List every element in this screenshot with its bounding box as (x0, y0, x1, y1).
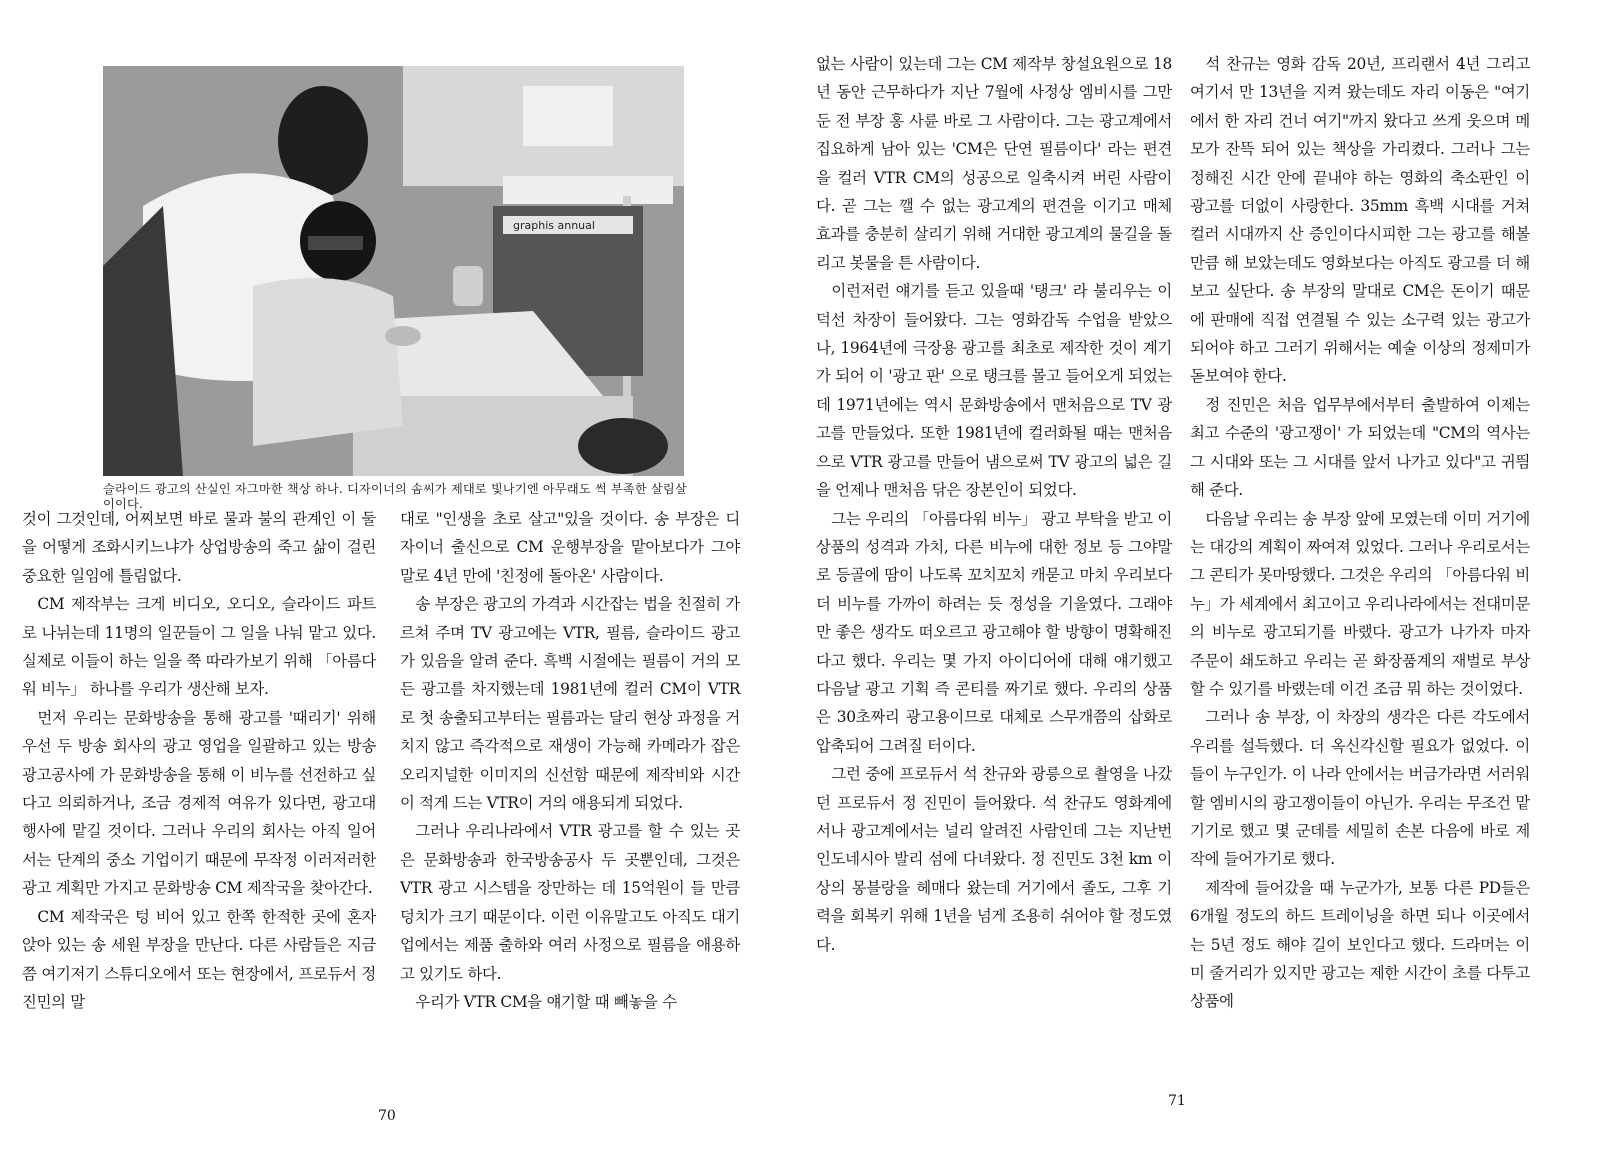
paragraph: CM 제작부는 크게 비디오, 오디오, 슬라이드 파트로 나뉘는데 11명의 일꾼들이 그 일을 나눠 맡고 있다. 실제로 이들이 하는 일을 쭉 따라가보기 위해 「아름다워 비누」 하나를 우리가 생산해 보자. (22, 595, 376, 699)
photo-illustration (103, 66, 684, 476)
paragraph: 그런 중에 프로듀서 석 찬규와 광릉으로 촬영을 나갔던 프로듀서 정 진민이 들어왔다. 석 찬규도 영화계에서나 광고계에서는 널리 알려진 사람인데 그는 지난번 인도네시아 발리 섬에 다녀왔다. 정 진민도 3천 km 이상의 몽블랑을 헤매다 왔는데 거기에서 졸도, 그후 기력을 회복키 위해 1년을 넘게 조용히 쉬어야 할 정도였다. (816, 765, 1172, 954)
photo-caption: 슬라이드 광고의 산실인 자그마한 책상 하나. 디자이너의 솜씨가 제대로 빛나기엔 아무래도 썩 부족한 살림살이이다. (103, 482, 687, 511)
photo-sign-text: graphis annual (513, 219, 595, 232)
paragraph: 것이 그것인데, 어찌보면 바로 물과 불의 관계인 이 둘을 어떻게 조화시키느냐가 상업방송의 죽고 삶이 걸린 중요한 일임에 틀림없다. (22, 510, 376, 585)
page-number: 71 (1168, 1093, 1186, 1109)
paragraph: 이런저런 얘기를 듣고 있을때 '탱크' 라 불리우는 이 덕선 차장이 들어왔다. 그는 영화감독 수업을 받았으나, 1964년에 극장용 광고를 최초로 제작한 것이 계기가 되어 이 '광고 판' 으로 탱크를 몰고 들어오게 되었는데 1971년에는 역시 문화방송에서 맨처음으로 TV 광고를 만들었다. 또한 1981년에 컬러화될 때는 맨처음으로 VTR 광고를 만들어 냄으로써 TV 광고의 넓은 길을 언제나 맨처음 닦은 장본인이 되었다. (816, 282, 1172, 500)
paragraph: 그는 우리의 「아름다워 비누」 광고 부탁을 받고 이 상품의 성격과 가치, 다른 비누에 대한 정보 등 그야말로 등골에 땀이 나도록 꼬치꼬치 캐묻고 마치 우리보다 더 비누를 가까이 하려는 듯 정성을 기울였다. 그래야만 좋은 생각도 떠오르고 광고해야 할 방향이 명확해진다고 했다. 우리는 몇 가지 아이디어에 대해 얘기했고 다음날 광고 기획 즉 콘티를 짜기로 했다. 우리의 상품은 30초짜리 광고용이므로 대체로 스무개쯤의 삽화로 압축되어 그려질 터이다. (816, 509, 1172, 755)
paragraph: CM 제작국은 텅 비어 있고 한쪽 한적한 곳에 혼자 앉아 있는 송 세원 부장을 만난다. 다른 사람들은 지금쯤 여기저기 스튜디오에서 또는 현장에서, 프로듀서 정 진민의 말 (22, 907, 376, 1011)
left-column-2 (400, 505, 740, 1016)
left-column-1 (22, 505, 376, 1016)
paragraph: 석 찬규는 영화 감독 20년, 프리랜서 4년 그리고 여기서 만 13년을 지켜 왔는데도 자리 이동은 "여기에서 한 자리 건너 여기"까지 왔다고 쓰게 웃으며 메모가 잔뜩 되어 있는 책상을 가리켰다. 그러나 그는 정해진 시간 안에 끝내야 하는 영화의 축소판인 이 광고를 더없이 사랑한다. 35mm 흑백 시대를 거쳐 컬러 시대까지 산 증인이다시피한 그는 광고를 해볼 만큼 해 보았는데도 영화보다는 아직도 광고를 더 해보고 싶단다. 송 부장의 말대로 CM은 돈이기 때문에 판매에 직접 연결될 수 있는 소구력 있는 광고가 되어야 하고 그러기 위해서는 예술 이상의 정제미가 돋보여야 한다. (1190, 55, 1530, 386)
paragraph: 다음날 우리는 송 부장 앞에 모였는데 이미 거기에는 대강의 계획이 짜여져 있었다. 그러나 우리로서는 그 콘티가 못마땅했다. 그것은 우리의 「아름다워 비누」가 세계에서 최고이고 우리나라에서는 전대미문의 비누로 광고되기를 바랬다. 광고가 나가자 마자 주문이 쇄도하고 우리는 곧 화장품계의 재벌로 부상할 수 있기를 바랬는데 이건 조금 뭐 하는 것이었다. (1190, 509, 1530, 698)
paragraph: 대로 "인생을 초로 살고"있을 것이다. 송 부장은 디자이너 출신으로 CM 운행부장을 맡아보다가 그야말로 4년 만에 '친정에 돌아온' 사람이다. (400, 510, 740, 585)
photo-designers-at-desk (103, 66, 684, 476)
right-column-2 (1190, 50, 1530, 1016)
paragraph: 그러나 송 부장, 이 차장의 생각은 다른 각도에서 우리를 설득했다. 더 옥신각신할 필요가 없었다. 이들이 누구인가. 이 나라 안에서는 버금가라면 서러워할 엠비시의 광고쟁이들이 아닌가. 우리는 무조건 맡기기로 했고 몇 군데를 세밀히 손본 다음에 바로 제작에 들어가기로 했다. (1190, 708, 1530, 869)
paragraph: 우리가 VTR CM을 얘기할 때 빼놓을 수 (415, 992, 677, 1011)
page-number: 70 (378, 1108, 396, 1124)
paragraph: 송 부장은 광고의 가격과 시간잡는 법을 친절히 가르쳐 주며 TV 광고에는 VTR, 필름, 슬라이드 광고가 있음을 알려 준다. 흑백 시절에는 필름이 거의 모든 광고를 차지했는데 1981년에 컬러 CM이 VTR로 첫 송출되고부터는 필름과는 달리 현상 과정을 거치지 않고 즉각적으로 재생이 가능해 카메라가 잡은 오리지널한 이미지의 신선함 때문에 제작비와 시간이 적게 드는 VTR이 거의 애용되게 되었다. (400, 595, 740, 813)
paragraph: 그러나 우리나라에서 VTR 광고를 할 수 있는 곳은 문화방송과 한국방송공사 두 곳뿐인데, 그것은 VTR 광고 시스템을 장만하는 데 15억원이 들 만큼 덩치가 크기 때문이다. 이런 이유말고도 아직도 대기업에서는 제품 출하와 여러 사정으로 필름을 애용하고 있기도 하다. (400, 822, 740, 983)
paragraph: 없는 사람이 있는데 그는 CM 제작부 창설요원으로 18년 동안 근무하다가 지난 7월에 사정상 엠비시를 그만 둔 전 부장 홍 사륜 바로 그 사람이다. 그는 광고계에서 집요하게 남아 있는 'CM은 단연 필름이다' 라는 편견을 컬러 VTR CM의 성공으로 일축시켜 버린 사람이다. 곧 그는 깰 수 없는 광고계의 편견을 이기고 매체 효과를 충분히 살리기 위해 거대한 광고계의 물길을 돌리고 봇물을 튼 사람이다. (816, 55, 1172, 272)
right-column-1 (816, 50, 1172, 959)
paragraph: 정 진민은 처음 업무부에서부터 출발하여 이제는 최고 수준의 '광고쟁이' 가 되었는데 "CM의 역사는 그 시대와 또는 그 시대를 앞서 나가고 있다"고 귀띔해 준다. (1190, 395, 1530, 500)
paragraph: 제작에 들어갔을 때 누군가가, 보통 다른 PD들은 6개월 정도의 하드 트레이닝을 하면 되나 이곳에서는 5년 정도 해야 길이 보인다고 했다. 드라머는 이미 줄거리가 있지만 광고는 제한 시간이 초를 다투고 상품에 (1190, 878, 1530, 1011)
paragraph: 먼저 우리는 문화방송을 통해 광고를 '때리기' 위해 우선 두 방송 회사의 광고 영업을 일괄하고 있는 방송광고공사에 가 문화방송을 통해 이 비누를 선전하고 싶다고 의뢰하거나, 조금 경제적 여유가 있다면, 광고대행사에 맡길 것이다. 그러나 우리의 회사는 아직 일어서는 단계의 중소 기업이기 때문에 무작정 이러저러한 광고 계획만 가지고 문화방송 CM 제작국을 찾아간다. (22, 708, 376, 898)
right-page (800, 0, 1600, 1171)
